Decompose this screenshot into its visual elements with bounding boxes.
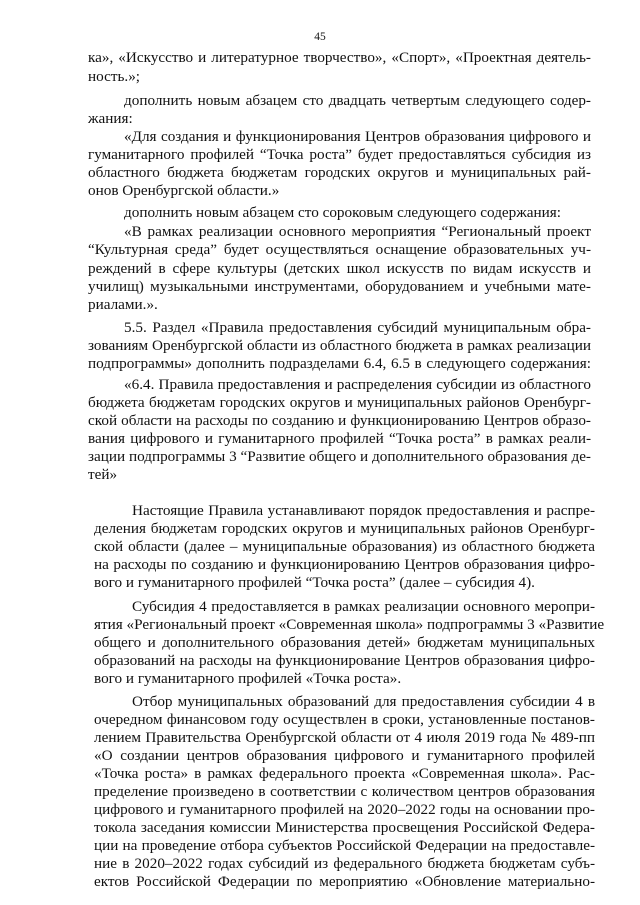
- text-line: реждений в сфере культуры (детских школ искусств по видам искусств и: [88, 259, 591, 277]
- text-line: цифрового и гуманитарного профилей на 2020–2022 годы на основании про-: [94, 800, 595, 818]
- text-line: зованиям Оренбургской области из областного бюджета в рамках реализации: [88, 337, 591, 355]
- text-line: Отбор муниципальных образований для предоставления субсидии 4 в: [132, 692, 595, 710]
- text-line: ской области (далее – муниципальные образования) из областного бюджета: [94, 538, 595, 556]
- text-line: Настоящие Правила устанавливают порядок предоставления и распре-: [132, 502, 595, 520]
- text-line: вого и гуманитарного профилей «Точка роста».: [94, 670, 402, 688]
- text-line: 5.5. Раздел «Правила предоставления субсидий муниципальным обра-: [124, 319, 591, 337]
- text-line: пределение произведено в соответствии с количеством центров образования: [94, 782, 595, 800]
- text-line: общего и дополнительного образования детей» бюджетам муниципальных: [94, 634, 595, 652]
- text-line: дополнить новым абзацем сто сороковым следующего содержания:: [124, 203, 561, 221]
- text-line: ние в 2020–2022 годах субсидий из федерального бюджета бюджетам субъ-: [94, 854, 595, 872]
- text-line: гуманитарного профилей “Точка роста” будет предоставляться субсидия из: [88, 145, 591, 163]
- text-line: ка», «Искусство и литературное творчество», «Спорт», «Проектная деятель-: [88, 49, 591, 66]
- text-line: на расходы по созданию и функционированию Центров образования цифро-: [94, 556, 595, 574]
- text-line: токола заседания комиссии Министерства просвещения Российской Федера-: [94, 818, 595, 836]
- text-line: вого и гуманитарного профилей “Точка роста” (далее – субсидия 4).: [94, 574, 535, 592]
- text-line: ектов Российской Федерации по мероприятию «Обновление материально-: [94, 873, 595, 890]
- text-line: «Для создания и функционирования Центров образования цифрового и: [124, 127, 591, 145]
- text-line: деления бюджетам городских округов и муниципальных районов Оренбург-: [94, 520, 595, 538]
- text-line: «В рамках реализации основного мероприятия “Региональный проект: [124, 223, 591, 241]
- text-line: ятия «Региональный проект «Современная школа» подпрограммы 3 «Развитие: [94, 616, 605, 634]
- text-line: училищ) музыкальными инструментами, оборудованием и учебными мате-: [88, 277, 591, 295]
- text-line: жания:: [88, 109, 133, 127]
- text-line: тей»: [88, 466, 118, 484]
- text-line: риалами.».: [88, 295, 158, 313]
- text-line: образований на расходы на функционирование Центров образования цифро-: [94, 652, 595, 670]
- text-line: «6.4. Правила предоставления и распределения субсидии из областного: [124, 376, 591, 394]
- text-line: “Культурная среда” будет осуществляться оснащение образовательных уч-: [88, 241, 591, 259]
- text-line: очередном финансовом году осуществлен в сроки, установленные постанов-: [94, 710, 595, 728]
- text-line: «Точка роста» в рамках федерального проекта «Современная школа». Рас-: [94, 764, 595, 782]
- text-line: областного бюджета бюджетам городских округов и муниципальных рай-: [88, 163, 591, 181]
- text-line: «О создании центров образования цифрового и гуманитарного профилей: [94, 746, 595, 764]
- text-line: ции на проведение отбора субъектов Российской Федерации на предоставле-: [94, 836, 595, 854]
- text-line: онов Оренбургской области.»: [88, 181, 280, 199]
- text-line: дополнить новым абзацем сто двадцать четвертым следующего содер-: [124, 91, 591, 109]
- text-line: подпрограммы» дополнить подразделами 6.4, 6.5 в следующего содержания:: [88, 355, 591, 373]
- page-number: 45: [314, 31, 326, 43]
- text-line: ской области на расходы по созданию и функционированию Центров образо-: [88, 412, 591, 430]
- text-line: Субсидия 4 предоставляется в рамках реализации основного меропри-: [132, 598, 595, 616]
- text-line: бюджета бюджетам городских округов и муниципальных районов Оренбург-: [88, 394, 591, 412]
- text-line: ность.»;: [88, 67, 141, 85]
- text-line: зации подпрограммы 3 “Развитие общего и дополнительного образования де-: [88, 448, 591, 466]
- text-line: лением Правительства Оренбургской области от 4 июля 2019 года № 489-пп: [94, 728, 595, 746]
- text-line: вания цифрового и гуманитарного профилей “Точка роста” в рамках реали-: [88, 430, 591, 448]
